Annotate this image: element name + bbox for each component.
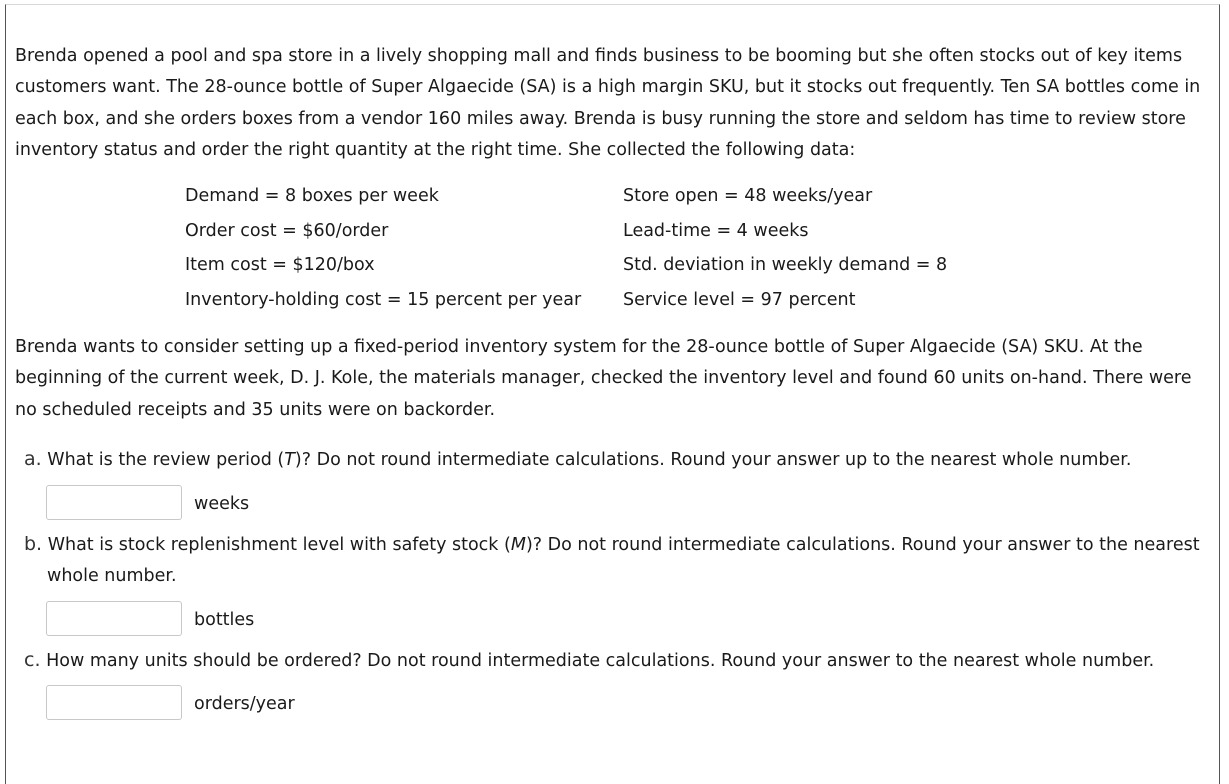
question-c xyxy=(24,645,1209,677)
answer-a-unit: weeks xyxy=(194,494,250,514)
question-b-letter: b. xyxy=(24,533,43,555)
question-b-text-before: What is stock replenishment level with safety stock ( xyxy=(47,535,511,555)
question-a-variable: T xyxy=(284,450,295,470)
answer-a-input[interactable] xyxy=(46,485,182,520)
question-b-text-after: )? Do not round intermediate calculations. Round your answer to the nearest whole number. xyxy=(47,535,1200,586)
question-a-text-after: )? Do not round intermediate calculations. Round your answer up to the nearest whole number. xyxy=(294,450,1132,470)
data-service-level: Service level = 97 percent xyxy=(623,290,856,311)
answer-b-input[interactable] xyxy=(46,601,182,636)
data-store-open: Store open = 48 weeks/year xyxy=(623,186,873,206)
data-lead-time: Lead-time = 4 weeks xyxy=(623,220,809,241)
question-c-text: How many units should be ordered? Do not round intermediate calculations. Round your answer to the nearest whole number. xyxy=(46,651,1155,671)
data-order-cost: Order cost = $60/order xyxy=(185,220,389,241)
answer-c-input[interactable] xyxy=(46,685,182,720)
question-b xyxy=(24,529,1229,592)
data-std-deviation: Std. deviation in weekly demand = 8 xyxy=(623,255,948,276)
answer-b-unit: bottles xyxy=(194,610,255,630)
question-b-variable: M xyxy=(510,535,526,555)
question-a-letter: a. xyxy=(24,448,42,470)
question-a xyxy=(24,444,1209,476)
data-holding-cost: Inventory-holding cost = 15 percent per year xyxy=(185,290,582,311)
answer-c-unit: orders/year xyxy=(194,694,295,714)
problem-intro: Brenda opened a pool and spa store in a lively shopping mall and finds business to be booming but she often stocks out of key items customers want. The 28-ounce bottle of Super Algaecide (SA) is a high margin SKU, but it stocks out frequently. Ten SA bottles come in each box, and she orders boxes from a vendor 160 miles away. Brenda is busy running the store and seldom has time to review store inventory status and order the right quantity at the right time. She collected the following data: xyxy=(15,46,1201,160)
problem-context: Brenda wants to consider setting up a fixed-period inventory system for the 28-ounce bottle of Super Algaecide (SA) SKU. At the beginning of the current week, D. J. Kole, the materials manager, checked the inventory level and found 60 units on-hand. There were no scheduled receipts and 35 units were on backorder. xyxy=(15,337,1192,420)
data-demand: Demand = 8 boxes per week xyxy=(185,186,439,206)
question-a-text-before: What is the review period ( xyxy=(47,450,285,470)
data-item-cost: Item cost = $120/box xyxy=(185,255,375,276)
question-c-letter: c. xyxy=(24,649,41,671)
